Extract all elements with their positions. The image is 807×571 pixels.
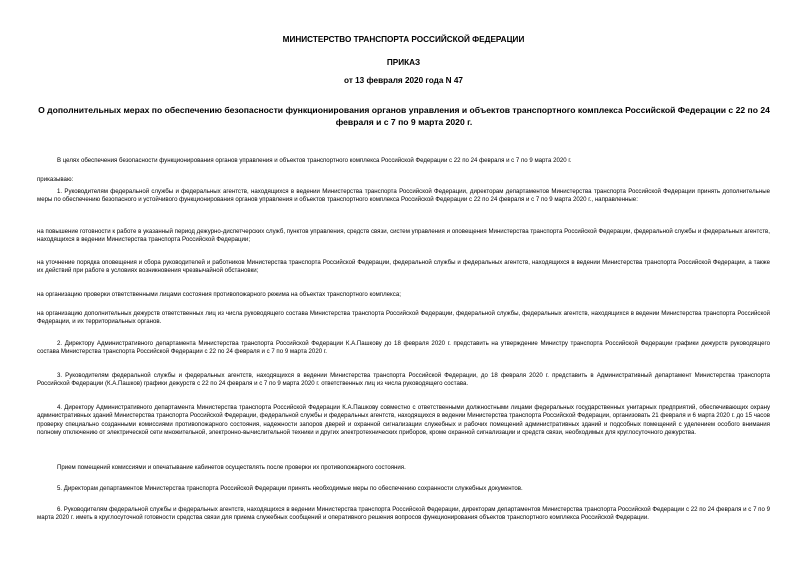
document-title: О дополнительных мерах по обеспечению безопасности функционирования органов управления и объектов транспортного комплекса Российской Федерации с 22 по 24 февраля и с 7 по 9 марта 2020 г. [38, 105, 770, 127]
paragraph-1: 1. Руководителям федеральной службы и федеральных агентств, находящихся в ведении Министерства транспорта Российской Федерации, директорам департаментов Министерства транспорта Российской Федерации принять дополнительные меры по обеспечению безопасного и устойчивого функционирования органов управления и объектов транспортного комплекса Российской Федерации с 22 по 24 февраля и с 7 по 9 марта 2020 г., направленные: [37, 188, 770, 204]
paragraph-1-item-1: на повышение готовности к работе в указанный период дежурно-диспетчерских служб, пунктов управления, средств связи, систем управления и оповещения Министерства транспорта Российской Федерации, федеральной службы и федеральных агентств, находящихся в ведении Министерства транспорта Российской Федерации; [37, 228, 770, 244]
paragraph-4-acceptance: Прием помещений комиссиями и опечатывание кабинетов осуществлять после проверки их противопожарного состояния. [57, 464, 406, 471]
paragraph-2: 2. Директору Административного департамента Министерства транспорта Российской Федерации К.А.Пашкову до 18 февраля 2020 г. представить на утверждение Министру транспорта Российской Федерации графики дежурств руководящего состава Министерства транспорта Российской Федерации с 22 по 24 февраля и с 7 по 9 марта 2020 г. [37, 340, 770, 356]
document-type: ПРИКАЗ [386, 58, 421, 67]
paragraph-3: 3. Руководителям федеральной службы и федеральных агентств, находящихся в ведении Министерства транспорта Российской Федерации, до 18 февраля 2020 г. представить в Административный департамент Министерства транспорта Российской Федерации (К.А.Пашков) графики дежурств с 22 по 24 февраля и с 7 по 9 марта 2020 г. ответственных лиц из числа руководящего состава. [37, 372, 770, 388]
paragraph-1-item-2: на уточнение порядка оповещения и сбора руководителей и работников Министерства транспорта Российской Федерации, федеральной службы и федеральных агентств, находящихся в ведении Министерства транспорта Российской Федерации, а также их действий при работе в условиях возникновения чрезвычайной обстановки; [37, 259, 770, 275]
document-date-number: от 13 февраля 2020 года N 47 [344, 76, 463, 85]
paragraph-6: 6. Руководителям федеральной службы и федеральных агентств, находящихся в ведении Министерства транспорта Российской Федерации, директорам департаментов Министерства транспорта Российской Федерации с 22 по 24 февраля и с 7 по 9 марта 2020 г. иметь в круглосуточной готовности средства связи для приема служебных сообщений и оперативного решения вопросов функционирования объектов транспортного комплекса Российской Федерации. [37, 506, 770, 522]
order-word: приказываю: [37, 176, 74, 183]
paragraph-5: 5. Директорам департаментов Министерства транспорта Российской Федерации принять необходимые меры по обеспечению сохранности служебных документов. [57, 485, 523, 492]
preamble-paragraph: В целях обеспечения безопасности функционирования органов управления и объектов транспортного комплекса Российской Федерации с 22 по 24 февраля и с 7 по 9 марта 2020 г. [57, 157, 572, 164]
paragraph-1-item-3: на организацию проверки ответственными лицами состояния противопожарного режима на объектах транспортного комплекса; [37, 291, 401, 298]
paragraph-1-item-4: на организацию дополнительных дежурств ответственных лиц из числа руководящего состава Министерства транспорта Российской Федерации, федеральной службы, федеральных агентств, находящихся в ведении Министерства транспорта Российской Федерации, и их территориальных органов. [37, 310, 770, 326]
ministry-name: МИНИСТЕРСТВО ТРАНСПОРТА РОССИЙСКОЙ ФЕДЕРАЦИИ [282, 35, 525, 44]
paragraph-4: 4. Директору Административного департамента Министерства транспорта Российской Федерации К.А.Пашкову совместно с ответственными должностными лицами федеральных государственных унитарных предприятий, обеспечивающих охрану административных зданий Министерства транспорта Российской Федерации, федеральной службы и федеральных агентств, находящихся в ведении Министерства транспорта Российской Федерации, организовать 21 февраля и 6 марта 2020 г. до 15 часов проверку специально созданными комиссиями противопожарного состояния, надежности запоров дверей и охранной сигнализации служебных и рабочих помещений административных зданий и подсобных помещений с уделением особого внимания полному отключению от электрической сети множительной, электронно-вычислительной техники и других электротехнических приборов, кроме охранной сигнализации и средств связи, необходимых для круглосуточного дежурства. [37, 404, 770, 436]
